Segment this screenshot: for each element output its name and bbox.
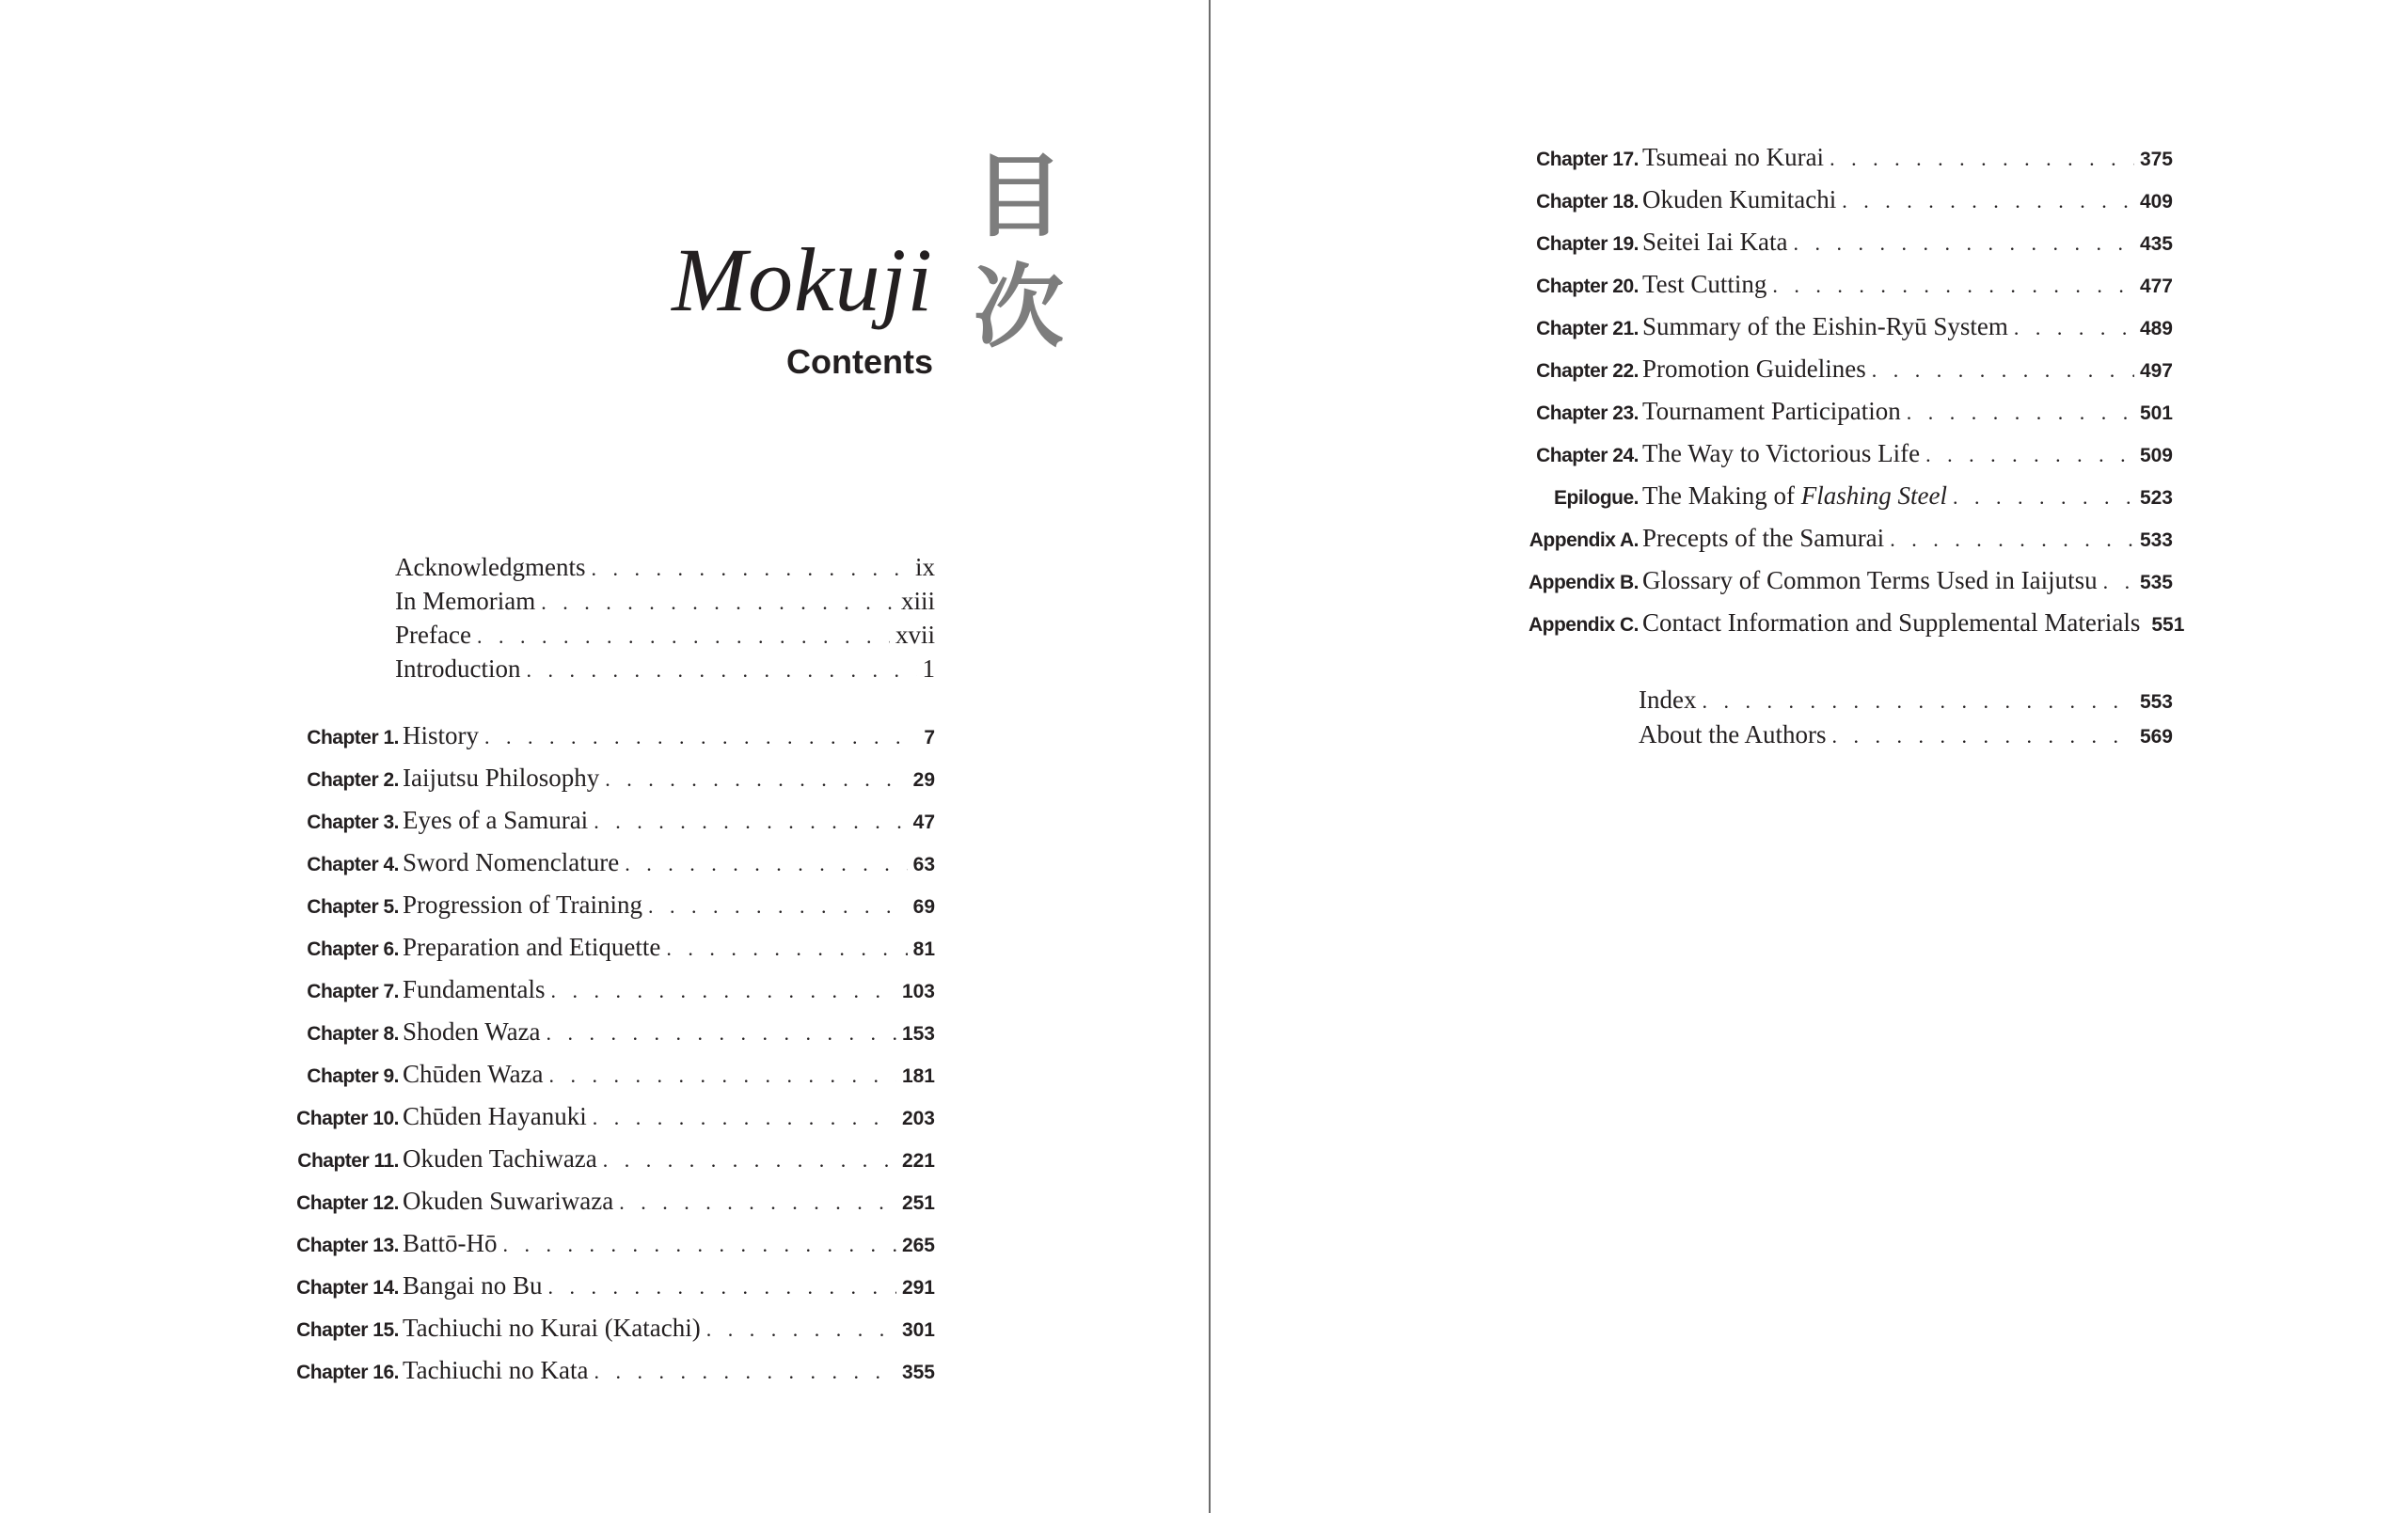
dot-leader (1890, 528, 2134, 552)
toc-entry (1514, 566, 2173, 604)
toc-entry-title (403, 1271, 543, 1300)
dot-leader (625, 852, 907, 876)
toc-entry-title-text: About the Authors (1639, 720, 1827, 749)
toc-entry (1639, 686, 2173, 723)
toc-entry-title (1642, 439, 1920, 468)
toc-entry (278, 1187, 935, 1224)
toc-entry-page: 301 (901, 1319, 935, 1341)
toc-entry-page: xvii (895, 621, 935, 649)
toc-entry-title-text: Okuden Suwariwaza (403, 1187, 614, 1215)
toc-entry-label: Chapter 9. (307, 1065, 399, 1087)
toc-entry-label: Chapter 21. (1536, 318, 1639, 339)
toc-entry-page: 477 (2139, 276, 2173, 297)
toc-entry-page: 81 (912, 938, 935, 960)
toc-entry-title (1642, 270, 1766, 299)
toc-entry (278, 721, 935, 759)
toc-entry-title (403, 975, 545, 1004)
toc-entry-title-text: Index (1639, 686, 1697, 714)
toc-entry-label: Chapter 22. (1536, 360, 1639, 382)
page-subtitle: Contents (786, 342, 933, 381)
toc-entry-page: xiii (900, 587, 935, 615)
dot-leader (484, 725, 918, 749)
toc-entry-title (1642, 312, 2008, 341)
dot-leader (1830, 147, 2134, 171)
toc-entry-title-text: Promotion Guidelines (1642, 355, 1866, 383)
dot-leader (1872, 358, 2134, 383)
toc-entry-label: Chapter 10. (296, 1108, 399, 1129)
toc-entry-title-text: Glossary of Common Terms Used in Iaijutsu (1642, 566, 2098, 594)
toc-entry-title (1642, 608, 2140, 638)
toc-entry-title-text: Iaijutsu Philosophy (403, 764, 600, 792)
toc-entry-title (403, 1060, 544, 1089)
toc-entry-title-text: Tsumeai no Kurai (1642, 143, 1825, 171)
toc-entry (278, 1144, 935, 1182)
toc-entry-title (395, 553, 585, 582)
toc-entry (278, 1102, 935, 1140)
dot-leader (619, 1190, 896, 1215)
dot-leader (1953, 485, 2134, 510)
toc-entry-label: Chapter 12. (296, 1192, 399, 1214)
toc-entry (278, 1314, 935, 1351)
toc-entry-label: Chapter 16. (296, 1362, 399, 1383)
toc-entry-page: 375 (2139, 149, 2173, 170)
toc-entry-page: 501 (2139, 402, 2173, 424)
toc-entry-title-text: Chūden Waza (403, 1060, 544, 1088)
dot-leader (549, 1064, 896, 1088)
toc-entry-page: 251 (901, 1192, 935, 1214)
toc-entry-title (1642, 566, 2098, 595)
dot-leader (1842, 189, 2134, 213)
dot-leader (503, 1233, 896, 1257)
toc-entry (278, 1060, 935, 1097)
toc-entry (1514, 143, 2173, 181)
dot-leader (594, 1360, 896, 1384)
toc-entry (395, 654, 935, 692)
toc-entry (1514, 312, 2173, 350)
toc-entry-page: 409 (2139, 191, 2173, 213)
toc-entry (278, 975, 935, 1013)
dot-leader (648, 894, 908, 919)
toc-entry (1514, 524, 2173, 561)
toc-entry-label: Appendix C. (1528, 614, 1639, 636)
toc-entry-page: 47 (912, 812, 935, 833)
toc-entry-page: 203 (901, 1108, 935, 1129)
toc-entry (395, 553, 935, 591)
toc-entry-label: Chapter 18. (1536, 191, 1639, 213)
toc-entry-page: ix (914, 553, 935, 581)
toc-entry-title-text: Okuden Tachiwaza (403, 1144, 597, 1173)
toc-entry (278, 806, 935, 843)
toc-entry-title (403, 1356, 589, 1385)
dot-leader (594, 810, 907, 834)
dot-leader (541, 591, 895, 615)
toc-entry-page: 221 (901, 1150, 935, 1172)
toc-entry-title (395, 654, 520, 684)
toc-entry-title (403, 721, 479, 750)
toc-entry (1514, 481, 2173, 519)
toc-entry-label: Chapter 6. (307, 938, 399, 960)
toc-entry-title-text: In Memoriam (395, 587, 536, 615)
toc-entry-page: 569 (2139, 726, 2173, 748)
toc-entry (278, 1356, 935, 1394)
toc-entry-page: 535 (2139, 572, 2173, 593)
toc-entry-page: 435 (2139, 233, 2173, 255)
toc-entry (1639, 720, 2173, 758)
toc-entry-title-text: Tournament Participation (1642, 397, 1901, 425)
toc-entry (278, 1271, 935, 1309)
toc-entry-page: 103 (901, 981, 935, 1002)
dot-leader (548, 1275, 896, 1300)
toc-entry-page: 1 (922, 654, 935, 683)
toc-entry-title-text: Contact Information and Supplemental Materials (1642, 608, 2141, 637)
dot-leader (1925, 443, 2134, 467)
dot-leader (1907, 401, 2134, 425)
toc-entry-label: Appendix B. (1528, 572, 1639, 593)
toc-entry-label: Chapter 19. (1536, 233, 1639, 255)
toc-entry-page: 69 (912, 896, 935, 918)
toc-entry (1514, 270, 2173, 307)
toc-entry-title-text: Eyes of a Samurai (403, 806, 589, 834)
toc-entry-title-text: Sword Nomenclature (403, 848, 620, 876)
toc-entry-title (1639, 720, 1827, 749)
toc-entry-title (395, 621, 471, 650)
toc-entry-title (403, 1314, 701, 1343)
dot-leader (1793, 231, 2134, 256)
toc-entry-title (403, 1144, 597, 1174)
toc-entry-title-text: Precepts of the Samurai (1642, 524, 1885, 552)
toc-entry-page: 533 (2139, 529, 2173, 551)
toc-entry-page: 489 (2139, 318, 2173, 339)
toc-entry (1514, 397, 2173, 434)
toc-entry-title-text: Chūden Hayanuki (403, 1102, 587, 1130)
toc-entry-label: Chapter 8. (307, 1023, 399, 1045)
toc-entry-label: Chapter 14. (296, 1277, 399, 1299)
toc-entry (1514, 228, 2173, 265)
toc-entry-title-text: Shoden Waza (403, 1017, 541, 1046)
toc-entry-page: 7 (924, 727, 935, 749)
toc-entry-title-text: Bangai no Bu (403, 1271, 543, 1300)
toc-entry-page: 553 (2139, 691, 2173, 713)
toc-entry-title-text: Acknowledgments (395, 553, 586, 581)
toc-entry (1514, 185, 2173, 223)
kanji-title: 目次 (974, 144, 1064, 360)
page-title: Mokuji (672, 229, 933, 330)
toc-entry-title-text: Test Cutting (1642, 270, 1767, 298)
toc-entry (278, 1017, 935, 1055)
toc-entry-title-text: Okuden Kumitachi (1642, 185, 1837, 213)
dot-leader (1832, 724, 2134, 749)
toc-entry-title-text: Preparation and Etiquette (403, 933, 661, 961)
toc-entry-label: Chapter 1. (307, 727, 399, 749)
toc-entry-title-italic: Flashing Steel (1800, 481, 1947, 510)
toc-entry (395, 621, 935, 658)
toc-entry (278, 764, 935, 801)
toc-entry-title (1642, 481, 1947, 511)
toc-entry-page: 509 (2139, 445, 2173, 466)
title-block (672, 229, 933, 382)
toc-entry-label: Chapter 2. (307, 769, 399, 791)
toc-entry (278, 890, 935, 928)
dot-leader (2103, 570, 2134, 594)
toc-entry-title-text: Tachiuchi no Kurai (Katachi) (403, 1314, 701, 1342)
toc-entry-title (1642, 355, 1866, 384)
toc-entry (278, 848, 935, 886)
toc-entry-title-text: Progression of Training (403, 890, 643, 919)
toc-entry-page: 265 (901, 1235, 935, 1256)
toc-entry-title-text: Introduction (395, 654, 521, 683)
toc-entry (278, 933, 935, 970)
toc-entry-label: Epilogue. (1554, 487, 1639, 509)
dot-leader (2014, 316, 2134, 340)
toc-entry-label: Chapter 3. (307, 812, 399, 833)
dot-leader (526, 658, 916, 683)
dot-leader (666, 937, 907, 961)
toc-entry-title (403, 806, 588, 835)
page-gutter (1209, 0, 1211, 1513)
dot-leader (593, 1106, 896, 1130)
toc-entry-title (1639, 686, 1696, 715)
toc-entry-page: 523 (2139, 487, 2173, 509)
toc-entry (1514, 608, 2185, 646)
toc-entry (1514, 355, 2173, 392)
toc-entry-title (403, 890, 642, 920)
dot-leader (605, 767, 907, 792)
toc-entry-title (1642, 524, 1884, 553)
toc-entry (1514, 439, 2173, 477)
toc-entry-label: Chapter 20. (1536, 276, 1639, 297)
toc-entry-label: Appendix A. (1529, 529, 1639, 551)
dot-leader (591, 557, 910, 581)
toc-entry-page: 355 (901, 1362, 935, 1383)
toc-entry-title-text: Preface (395, 621, 471, 649)
dot-leader (603, 1148, 896, 1173)
toc-entry-page: 29 (912, 769, 935, 791)
toc-entry-title (395, 587, 535, 616)
toc-entry-title (403, 1102, 587, 1131)
toc-entry-title (403, 764, 599, 793)
toc-entry-title (403, 1229, 498, 1258)
toc-entry-title-text: Seitei Iai Kata (1642, 228, 1788, 256)
toc-entry-label: Chapter 5. (307, 896, 399, 918)
dot-leader (477, 624, 890, 649)
toc-entry-label: Chapter 17. (1536, 149, 1639, 170)
toc-entry-label: Chapter 11. (297, 1150, 399, 1172)
toc-entry-title-text: History (403, 721, 479, 749)
toc-entry-label: Chapter 13. (296, 1235, 399, 1256)
toc-entry-title (403, 933, 660, 962)
toc-entry-page: 497 (2139, 360, 2173, 382)
toc-entry-title (403, 1017, 541, 1047)
toc-entry-title-text: The Making of (1642, 481, 1801, 510)
toc-entry-page: 291 (901, 1277, 935, 1299)
toc-entry-title-text: Tachiuchi no Kata (403, 1356, 589, 1384)
toc-entry-title (1642, 185, 1836, 214)
dot-leader (547, 1021, 896, 1046)
toc-entry-title (1642, 143, 1824, 172)
toc-entry-title (1642, 228, 1787, 257)
toc-entry-page: 153 (901, 1023, 935, 1045)
dot-leader (1772, 274, 2134, 298)
toc-entry-title-text: Fundamentals (403, 975, 546, 1003)
toc-entry-title (1642, 397, 1901, 426)
toc-entry-title-text: Summary of the Eishin-Ryū System (1642, 312, 2008, 340)
toc-entry-page: 63 (912, 854, 935, 875)
dot-leader (1702, 689, 2133, 714)
toc-entry-page: 551 (2151, 614, 2185, 636)
toc-entry-title (403, 1187, 613, 1216)
toc-entry (395, 587, 935, 624)
dot-leader (550, 979, 895, 1003)
toc-entry-page: 181 (901, 1065, 935, 1087)
toc-entry-label: Chapter 23. (1536, 402, 1639, 424)
toc-entry-title-text: The Way to Victorious Life (1642, 439, 1921, 467)
toc-entry-title-text: Battō-Hō (403, 1229, 498, 1257)
toc-entry-label: Chapter 24. (1536, 445, 1639, 466)
toc-entry-label: Chapter 15. (296, 1319, 399, 1341)
toc-entry-label: Chapter 7. (307, 981, 399, 1002)
toc-entry-title (403, 848, 619, 877)
toc-entry (278, 1229, 935, 1267)
toc-entry-label: Chapter 4. (307, 854, 399, 875)
dot-leader (706, 1317, 896, 1342)
